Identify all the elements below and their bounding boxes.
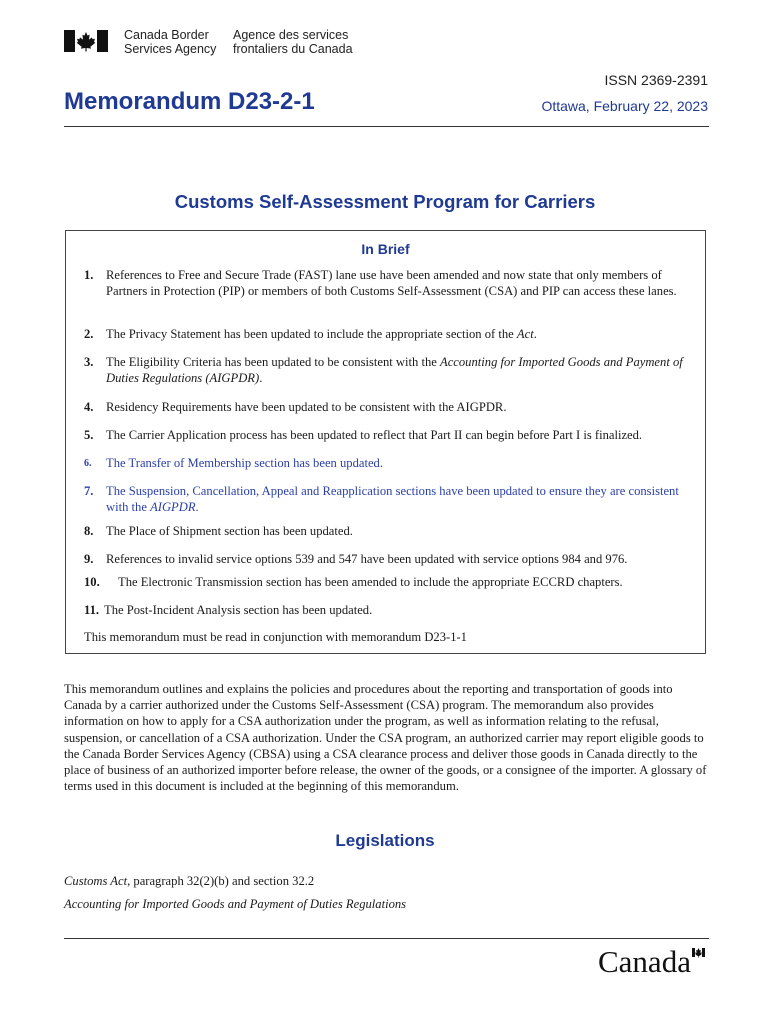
canada-wordmark-text: Canada xyxy=(598,944,691,976)
brief-item-3 xyxy=(84,355,694,386)
brief-item-2 xyxy=(84,327,694,343)
item-number: 9. xyxy=(84,552,94,566)
memo-title: Memorandum D23-2-1 xyxy=(64,88,315,115)
issn-number: ISSN 2369-2391 xyxy=(604,72,708,88)
item-number: 8. xyxy=(84,524,94,538)
canada-wordmark-icon xyxy=(598,944,706,976)
in-brief-box xyxy=(65,230,706,654)
agency-name-french xyxy=(233,28,353,56)
brief-item-5 xyxy=(84,428,694,444)
brief-item-9 xyxy=(84,552,694,568)
item-text: The Privacy Statement has been updated to include the appropriate section of the Act. xyxy=(106,327,537,341)
in-brief-heading: In Brief xyxy=(361,241,410,257)
memo-date: Ottawa, February 22, 2023 xyxy=(541,98,708,114)
header-divider xyxy=(64,126,709,127)
item-text: The Carrier Application process has been updated to reflect that Part II can begin before Part I is finalized. xyxy=(106,428,643,442)
item-text: References to Free and Secure Trade (FAST) lane use have been amended and now state that only members of Partners in Protection (PIP) or members of both Customs Self-Assessment (CSA) and PIP can access these lanes. xyxy=(106,268,677,298)
item-number: 3. xyxy=(84,355,94,369)
brief-item-7 xyxy=(84,484,694,515)
item-text: References to invalid service options 539 and 547 have been updated with service options 984 and 976. xyxy=(106,552,628,566)
item-text: The Place of Shipment section has been updated. xyxy=(106,524,353,538)
item-number: 4. xyxy=(84,400,94,414)
legislation-aigpdr: Accounting for Imported Goods and Payment of Duties Regulations xyxy=(64,897,407,911)
item-text: The Transfer of Membership section has been updated. xyxy=(106,456,383,470)
item-text: The Eligibility Criteria has been updated to be consistent with the Accounting for Imported Goods and Payment of Duties Regulations (AIGPDR). xyxy=(106,355,683,385)
brief-item-6 xyxy=(84,456,694,472)
brief-item-1 xyxy=(84,268,694,299)
item-text: Residency Requirements have been updated to be consistent with the AIGPDR. xyxy=(106,400,507,414)
item-number: 2. xyxy=(84,327,94,341)
agency-name-english xyxy=(124,28,216,56)
brief-item-10 xyxy=(84,575,694,591)
agency-en-line1: Canada Border xyxy=(124,28,209,42)
item-text: The Post-Incident Analysis section has been updated. xyxy=(104,603,373,617)
in-brief-note: This memorandum must be read in conjunction with memorandum D23-1-1 xyxy=(84,630,467,644)
federal-identity xyxy=(64,30,108,52)
intro-paragraph: This memorandum outlines and explains the policies and procedures about the reporting and transportation of goods into Canada by a carrier authorized under the Customs Self-Assessment (CSA) program. The memorandum also provides information on how to apply for a CSA authorization under the program, as well as information relating to the refusal, suspension, or cancellation of a CSA authorization. Under the CSA program, an authorized carrier may report eligible goods to the Canada Border Services Agency (CBSA) using a CSA clearance process and deliver those goods in Canada directly to the place of business of an authorized importer before release, the owner of the goods, or a consignee of the importer. A glossary of terms used in this document is included at the beginning of this memorandum. xyxy=(64,682,707,794)
footer-divider xyxy=(64,938,709,939)
item-text: The Electronic Transmission section has been amended to include the appropriate ECCRD chapters. xyxy=(118,575,623,589)
item-number: 6. xyxy=(84,458,92,469)
agency-fr-line2: frontaliers du Canada xyxy=(233,42,353,56)
item-number: 10. xyxy=(84,575,100,589)
item-number: 7. xyxy=(84,484,94,498)
agency-fr-line1: Agence des services xyxy=(233,28,349,42)
brief-item-11 xyxy=(84,603,694,619)
legislations-heading: Legislations xyxy=(335,831,435,850)
item-number: 5. xyxy=(84,428,94,442)
item-number: 11. xyxy=(84,603,100,617)
item-text: The Suspension, Cancellation, Appeal and Reapplication sections have been updated to ensure they are consistent with the AIGPDR. xyxy=(106,484,679,514)
brief-item-8 xyxy=(84,524,694,540)
legislation-customs-act: Customs Act, paragraph 32(2)(b) and section 32.2 xyxy=(64,874,315,888)
brief-item-4 xyxy=(84,400,694,416)
agency-en-line2: Services Agency xyxy=(124,42,217,56)
canada-flag-icon xyxy=(64,30,108,52)
item-number: 1. xyxy=(84,268,94,282)
document-title: Customs Self-Assessment Program for Carriers xyxy=(174,191,596,212)
